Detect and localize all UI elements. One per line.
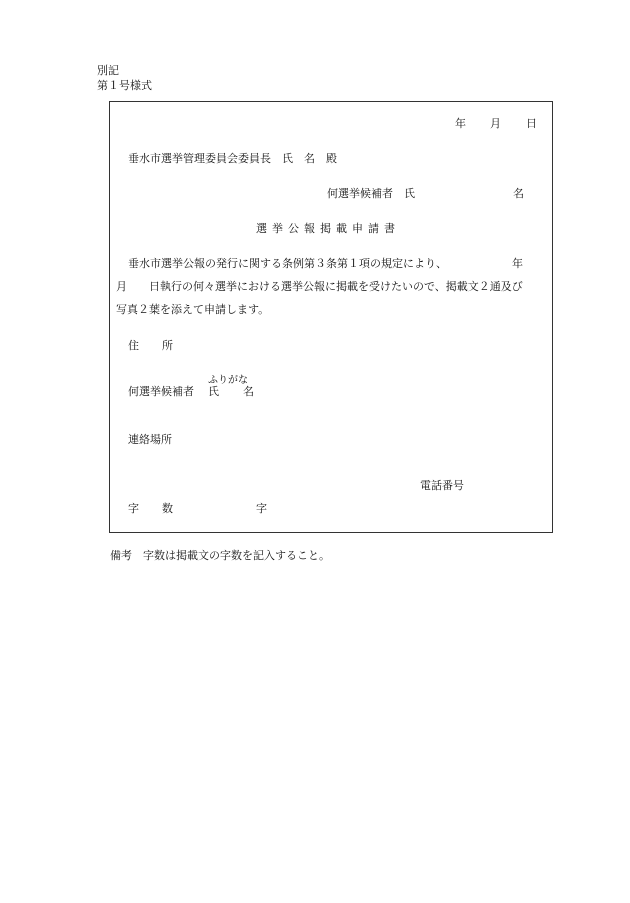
body-line-1-year: 年 <box>512 257 523 270</box>
name-label-second: 名 <box>243 385 254 398</box>
date-month-label: 月 <box>490 117 501 130</box>
body-line-1: 垂水市選挙公報の発行に関する条例第３条第１項の規定により、 <box>128 257 447 270</box>
remarks-footnote: 備考 字数は掲載文の字数を記入すること。 <box>110 549 330 562</box>
form-number-label: 第１号様式 <box>97 79 152 92</box>
contact-label: 連絡場所 <box>128 433 172 446</box>
char-count-label-second: 数 <box>162 502 173 515</box>
address-label-second: 所 <box>162 339 173 352</box>
applicant-name-suffix: 名 <box>513 187 524 200</box>
candidate-label: 何選挙候補者 <box>128 385 194 398</box>
name-label-first: 氏 <box>208 385 219 398</box>
furigana-label: ふりがな <box>208 375 248 386</box>
applicant-label: 何選挙候補者 氏 <box>327 187 415 200</box>
appendix-label: 別記 <box>97 64 119 77</box>
form-title: 選挙公報掲載申請書 <box>256 222 400 235</box>
body-line-3: 写真２葉を添えて申請します。 <box>116 303 270 316</box>
body-line-2-month: 月 <box>116 280 127 293</box>
phone-label: 電話番号 <box>420 479 464 492</box>
address-label-first: 住 <box>128 339 139 352</box>
date-day-label: 日 <box>526 117 537 130</box>
char-unit-label: 字 <box>256 502 267 515</box>
char-count-label-first: 字 <box>128 502 139 515</box>
body-line-2: 日執行の何々選挙における選挙公報に掲載を受けたいので、掲載文２通及び <box>149 280 523 293</box>
date-year-label: 年 <box>455 117 466 130</box>
addressee-line: 垂水市選挙管理委員会委員長 氏 名 殿 <box>128 152 337 165</box>
